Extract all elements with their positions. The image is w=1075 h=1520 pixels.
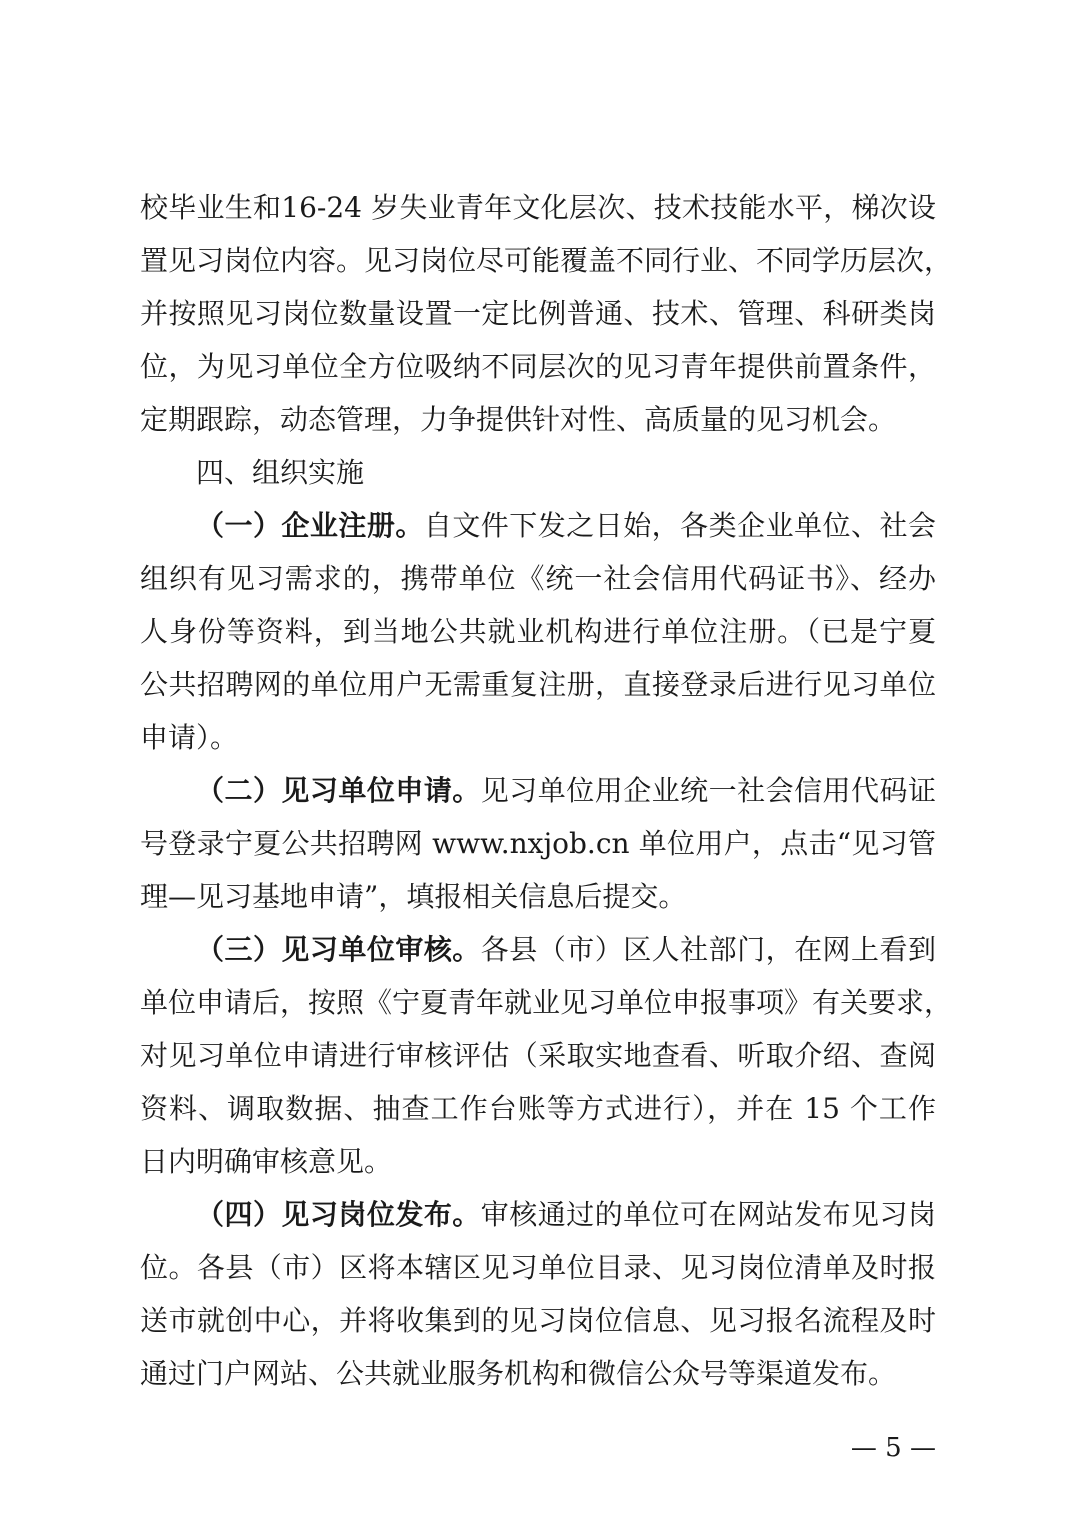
body-text-line: 资料、调取数据、抽查工作台账等方式进行），并在 15 个工作	[140, 1092, 936, 1125]
body-text-line: 对见习单位申请进行审核评估（采取实地查看、听取介绍、查阅	[140, 1039, 936, 1072]
item-first-line	[196, 1197, 936, 1233]
item-first-line	[196, 932, 936, 968]
body-text-line: 日内明确审核意见。	[140, 1145, 393, 1178]
body-text-line: 人身份等资料，到当地公共就业机构进行单位注册。（已是宁夏	[140, 615, 936, 648]
item-title: （三）见习单位审核。	[196, 933, 481, 966]
page-number: — 5 —	[850, 1433, 936, 1463]
section-heading: 四、组织实施	[196, 456, 365, 489]
body-text-line: 申请）。	[140, 721, 239, 754]
item-text: 见习单位用企业统一社会信用代码证	[480, 774, 936, 807]
body-text-line: 定期跟踪，动态管理，力争提供针对性、高质量的见习机会。	[140, 403, 897, 436]
item-text: 自文件下发之日始，各类企业单位、社会	[423, 509, 936, 542]
body-text-line: 理—见习基地申请”，填报相关信息后提交。	[140, 880, 687, 913]
body-text-line: 单位申请后，按照《宁夏青年就业见习单位申报事项》有关要求，	[140, 986, 953, 1019]
body-text-line: 号登录宁夏公共招聘网 www.nxjob.cn 单位用户，点击“见习管	[140, 827, 936, 860]
body-text-line: 并按照见习岗位数量设置一定比例普通、技术、管理、科研类岗	[140, 297, 936, 330]
body-text-line: 置见习岗位内容。见习岗位尽可能覆盖不同行业、不同学历层次，	[140, 244, 953, 277]
item-text: 各县（市）区人社部门，在网上看到	[480, 933, 936, 966]
body-text-line: 校毕业生和16-24 岁失业青年文化层次、技术技能水平，梯次设	[140, 191, 936, 224]
item-text: 审核通过的单位可在网站发布见习岗	[480, 1198, 936, 1231]
body-text-line: 位。各县（市）区将本辖区见习单位目录、见习岗位清单及时报	[140, 1251, 936, 1284]
item-title: （四）见习岗位发布。	[196, 1198, 481, 1231]
body-text-line: 组织有见习需求的，携带单位《统一社会信用代码证书》、经办	[140, 562, 936, 595]
body-text-line: 通过门户网站、公共就业服务机构和微信公众号等渠道发布。	[140, 1357, 897, 1390]
item-first-line	[196, 508, 936, 544]
body-text-line: 公共招聘网的单位用户无需重复注册，直接登录后进行见习单位	[140, 668, 936, 701]
item-first-line	[196, 773, 936, 809]
item-title: （一）企业注册。	[196, 509, 424, 542]
item-title: （二）见习单位申请。	[196, 774, 481, 807]
body-text-line: 位，为见习单位全方位吸纳不同层次的见习青年提供前置条件，	[140, 350, 936, 383]
body-text-line: 送市就创中心，并将收集到的见习岗位信息、见习报名流程及时	[140, 1304, 936, 1337]
